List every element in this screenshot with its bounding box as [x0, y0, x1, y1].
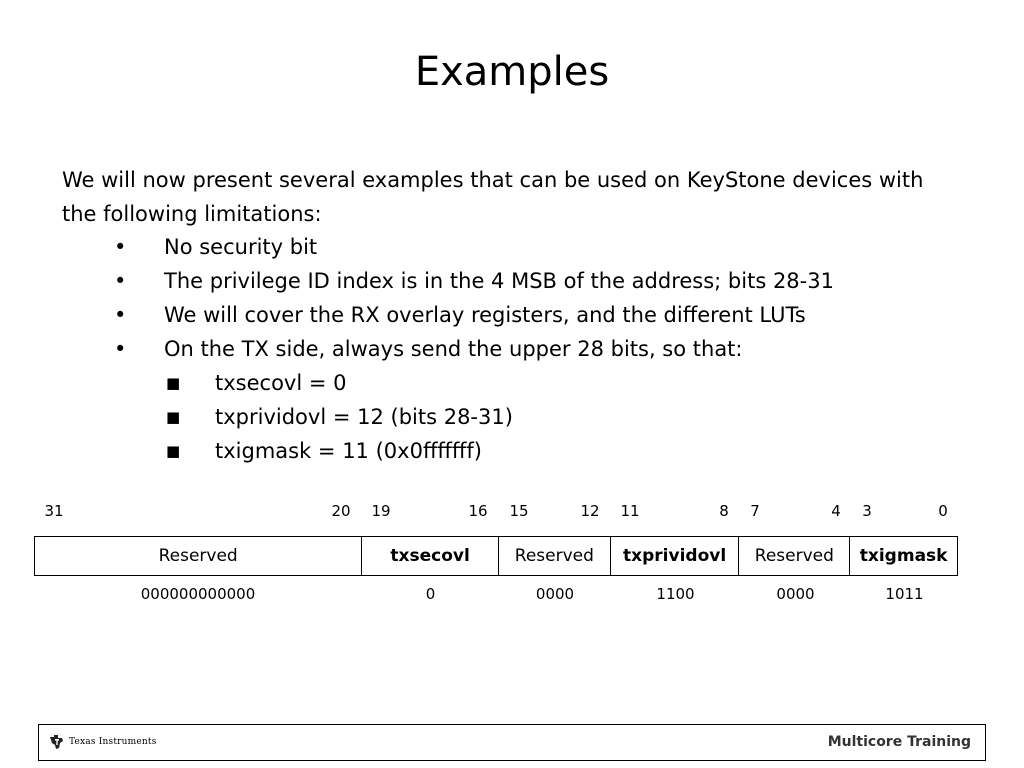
- sub-bullet-marker: ■: [166, 408, 181, 426]
- sub-bullet-item: [0, 366, 1024, 400]
- ti-logo: [49, 734, 157, 750]
- field-value: 0000: [776, 585, 815, 603]
- sub-bullet-text: txigmask = 11 (0x0fffffff): [215, 439, 482, 463]
- register-field-reserved: Reserved: [739, 537, 850, 575]
- bit-label: 20: [331, 502, 351, 520]
- bullet-item: [0, 332, 1024, 366]
- register-field-txigmask: txigmask: [859, 546, 948, 566]
- sub-bullet-text: txprividovl = 12 (bits 28-31): [215, 405, 513, 429]
- bit-label: 4: [831, 502, 841, 520]
- field-value: 0: [425, 585, 436, 603]
- bullet-text: We will cover the RX overlay registers, and the different LUTs: [164, 303, 806, 327]
- bit-label: 7: [750, 502, 760, 520]
- bullet-marker: •: [114, 337, 127, 361]
- bullet-item: [0, 230, 1024, 264]
- bit-label: 3: [862, 502, 872, 520]
- ti-logo-icon: [49, 734, 64, 750]
- register-field-reserved: Reserved: [499, 537, 611, 575]
- bit-position-labels: [0, 502, 1024, 524]
- field-value: 1011: [885, 585, 924, 603]
- bullet-marker: •: [114, 303, 127, 327]
- bullet-text: On the TX side, always send the upper 28 bits, so that:: [164, 337, 743, 361]
- bit-label: 19: [371, 502, 391, 520]
- register-diagram: [34, 536, 958, 576]
- register-values: [34, 585, 958, 609]
- field-value: 0000: [535, 585, 575, 603]
- bit-label: 11: [620, 502, 640, 520]
- bullet-text: No security bit: [164, 235, 318, 259]
- sub-bullet-marker: ■: [166, 374, 181, 392]
- bit-label: 31: [44, 502, 64, 520]
- intro-paragraph: We will now present several examples that can be used on KeyStone devices with the following limitations:: [62, 168, 924, 226]
- field-value: 000000000000: [140, 585, 256, 603]
- bullet-marker: •: [114, 269, 127, 293]
- field-value: 1100: [656, 585, 695, 603]
- sub-bullet-text: txsecovl = 0: [215, 371, 347, 395]
- bullet-item: [0, 298, 1024, 332]
- register-field-reserved: Reserved: [35, 537, 362, 575]
- bullet-marker: •: [114, 235, 127, 259]
- bit-label: 8: [719, 502, 729, 520]
- bit-label: 0: [938, 502, 948, 520]
- sub-bullet-item: [0, 400, 1024, 434]
- sub-bullet-item: [0, 434, 1024, 468]
- bit-label: 12: [580, 502, 600, 520]
- bit-label: 16: [468, 502, 488, 520]
- register-field-txsecovl: txsecovl: [362, 537, 499, 575]
- slide-title: Examples: [414, 49, 610, 95]
- bullet-text: The privilege ID index is in the 4 MSB of the address; bits 28-31: [164, 269, 834, 293]
- footer-bar: [38, 724, 986, 761]
- bullet-item: [0, 264, 1024, 298]
- ti-logo-text: Texas Instruments: [69, 737, 157, 747]
- sub-bullet-marker: ■: [166, 442, 181, 460]
- register-field-txprividovl: txprividovl: [611, 537, 740, 575]
- footer-title: Multicore Training: [827, 734, 971, 750]
- bit-label: 15: [509, 502, 529, 520]
